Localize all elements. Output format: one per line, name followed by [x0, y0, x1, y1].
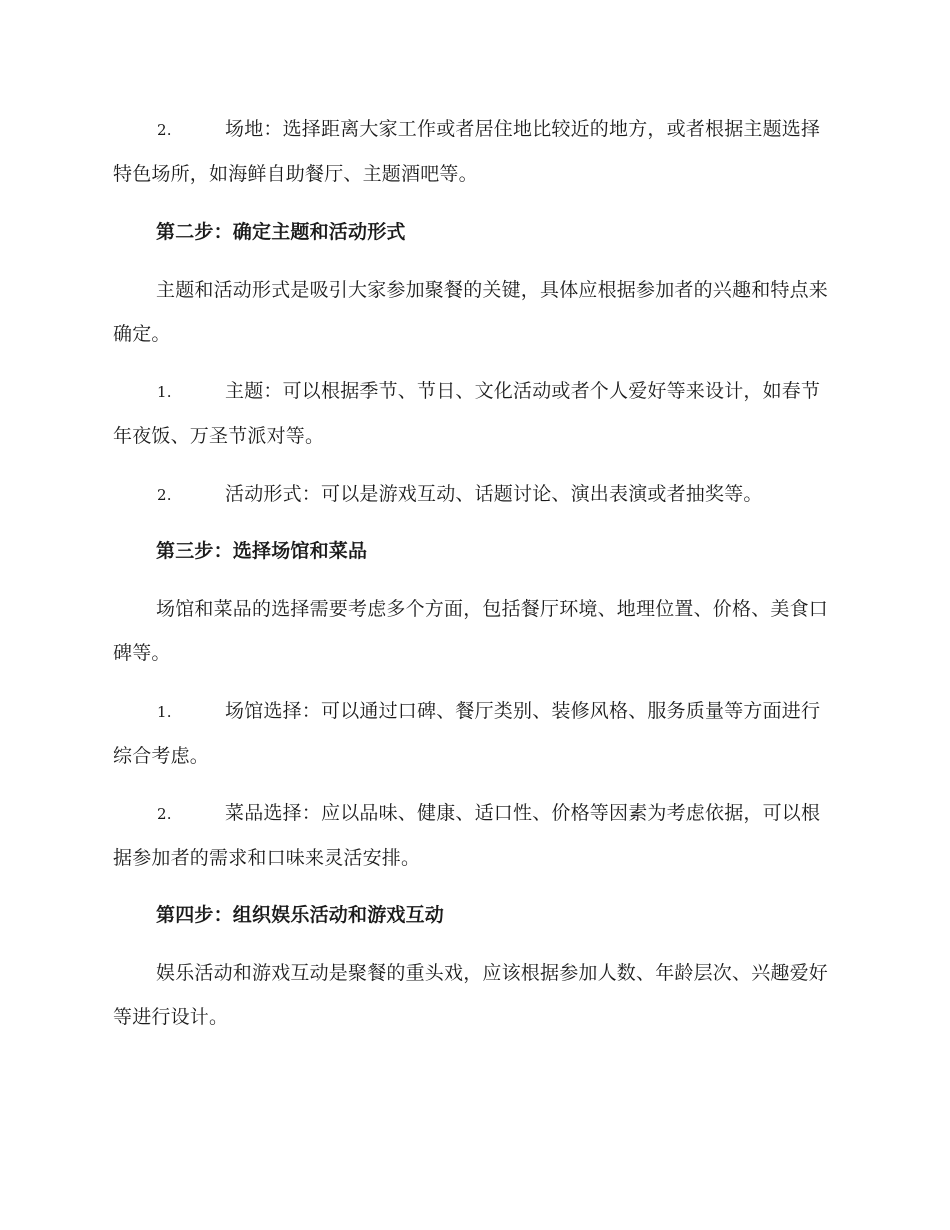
list-item-venue-selection [113, 689, 835, 778]
list-item-text: 菜品选择：应以品味、健康、适口性、价格等因素为考虑依据，可以根据参加者的需求和口味来灵活安排。 [113, 802, 821, 869]
list-number: 1. [157, 383, 172, 401]
list-number: 2. [157, 805, 172, 823]
list-item-text: 活动形式：可以是游戏互动、话题讨论、演出表演或者抽奖等。 [225, 483, 763, 505]
list-item-venue [113, 107, 835, 196]
paragraph-entertainment-intro: 娱乐活动和游戏互动是聚餐的重头戏，应该根据参加人数、年龄层次、兴趣爱好等进行设计。 [113, 962, 829, 1028]
list-item-text: 主题：可以根据季节、节日、文化活动或者个人爱好等来设计，如春节年夜饭、万圣节派对等。 [113, 380, 821, 447]
list-item-theme [113, 369, 835, 458]
list-item-text: 场地：选择距离大家工作或者居住地比较近的地方，或者根据主题选择特色场所，如海鲜自助餐厅、主题酒吧等。 [113, 118, 821, 185]
section-heading-step3: 第三步：选择场馆和菜品 [156, 540, 368, 562]
section-heading-step4: 第四步：组织娱乐活动和游戏互动 [156, 904, 445, 926]
list-item-text: 场馆选择：可以通过口碑、餐厅类别、装修风格、服务质量等方面进行综合考虑。 [113, 700, 821, 767]
list-number: 2. [157, 486, 172, 504]
list-number: 2. [157, 121, 172, 139]
section-heading-step2: 第二步：确定主题和活动形式 [156, 221, 406, 243]
list-number: 1. [157, 703, 172, 721]
list-item-dish-selection [113, 791, 835, 880]
list-item-activity-form [113, 472, 835, 517]
paragraph-venue-intro: 场馆和菜品的选择需要考虑多个方面，包括餐厅环境、地理位置、价格、美食口碑等。 [113, 598, 829, 664]
paragraph-theme-intro: 主题和活动形式是吸引大家参加聚餐的关键，具体应根据参加者的兴趣和特点来确定。 [113, 279, 829, 345]
